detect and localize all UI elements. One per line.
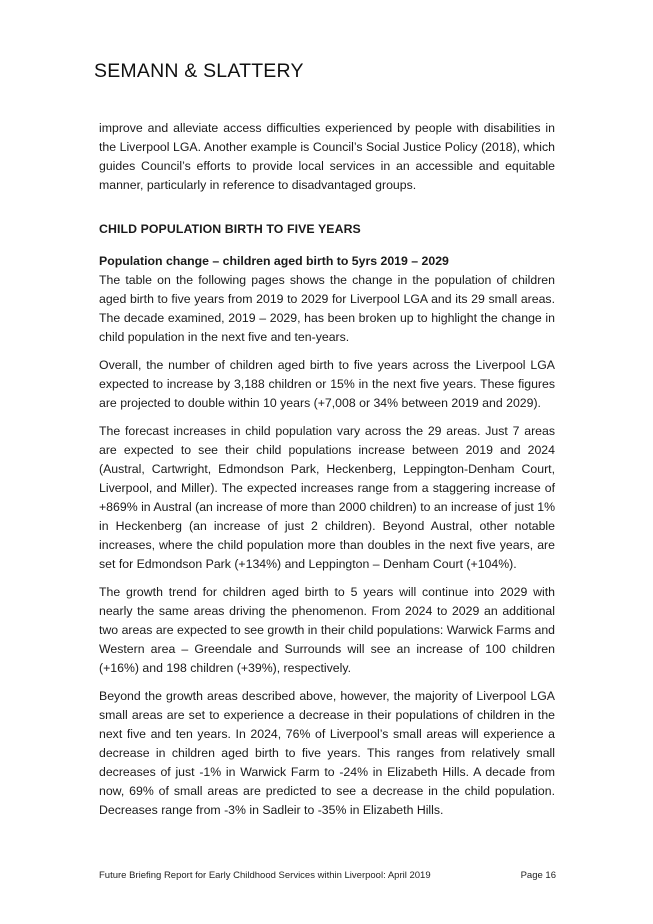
main-content	[99, 119, 555, 820]
company-logo: SEMANN & SLATTERY	[94, 60, 304, 82]
paragraph-4: The growth trend for children aged birth to 5 years will continue into 2029 with nearly the same areas driving the phenomenon. From 2024 to 2029 an additional two areas are expected to see growth in their child populations: Warwick Farms and Western area – Greendale and Surrounds will see an increase of 100 children (+16%) and 198 children (+39%), respectively.	[99, 585, 555, 675]
section-heading: CHILD POPULATION BIRTH TO FIVE YEARS	[99, 222, 361, 236]
paragraph-3: The forecast increases in child population vary across the 29 areas. Just 7 areas are expected to see their child populations increase between 2019 and 2024 (Austral, Cartwright, Edmondson Park, Heckenberg, Leppington-Denham Court, Liverpool, and Miller). The expected increases range from a staggering increase of +869% in Austral (an increase of more than 2000 children) to an increase of just 1% in Heckenberg (an increase of just 2 children). Beyond Austral, other notable increases, where the child population more than doubles in the next five years, are set for Edmondson Park (+134%) and Leppington – Denham Court (+104%).	[99, 424, 555, 571]
page-footer	[99, 870, 556, 881]
page-number: Page 16	[520, 870, 556, 881]
footer-report-title: Future Briefing Report for Early Childhood Services within Liverpool: April 2019	[99, 870, 431, 881]
paragraph-5: Beyond the growth areas described above, however, the majority of Liverpool LGA small areas are set to experience a decrease in their populations of children in the next five and ten years. In 2024, 76% of Liverpool’s small areas will experience a decrease in children aged birth to five years. This ranges from relatively small decreases of just -1% in Warwick Farm to -24% in Elizabeth Hills. A decade from now, 69% of small areas are predicted to see a decrease in the child population. Decreases range from -3% in Sadleir to -35% in Elizabeth Hills.	[99, 689, 555, 817]
intro-paragraph: improve and alleviate access difficulties experienced by people with disabilities in the Liverpool LGA. Another example is Council’s Social Justice Policy (2018), which guides Council’s efforts to provide local services in an accessible and equitable manner, particularly in reference to disadvantaged groups.	[99, 121, 555, 192]
subheading: Population change – children aged birth to 5yrs 2019 – 2029	[99, 254, 449, 268]
paragraph-2: Overall, the number of children aged birth to five years across the Liverpool LGA expected to increase by 3,188 children or 15% in the next five years. These figures are projected to double within 10 years (+7,008 or 34% between 2019 and 2029).	[99, 358, 555, 410]
paragraph-1: The table on the following pages shows the change in the population of children aged birth to five years from 2019 to 2029 for Liverpool LGA and its 29 small areas. The decade examined, 2019 – 2029, has been broken up to highlight the change in child population in the next five and ten-years.	[99, 273, 555, 344]
